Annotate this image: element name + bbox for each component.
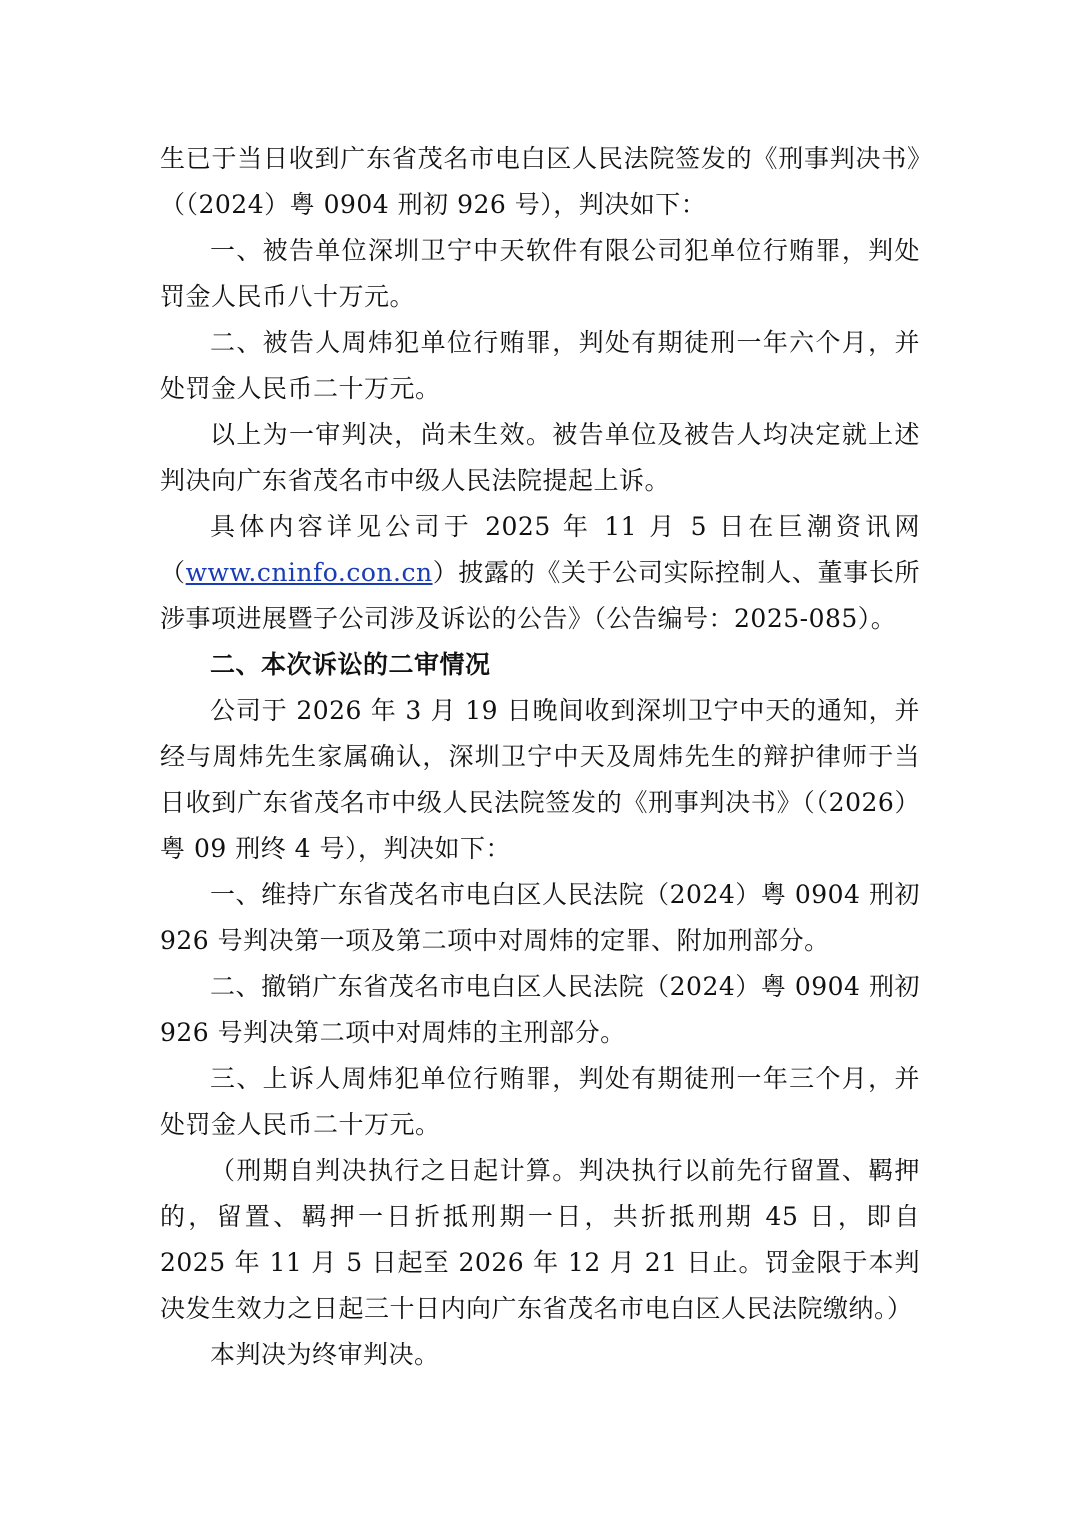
paragraph-appeal-decision: 以上为一审判决，尚未生效。被告单位及被告人均决定就上述判决向广东省茂名市中级人民法院提起上诉。 (160, 420, 920, 495)
document-body (160, 136, 920, 1378)
announcement-text-before: 具体内容详见公司于 2025 年 11 月 5 日在巨潮资讯网（ (160, 512, 920, 587)
paragraph-verdict-item-2: 二、被告人周炜犯单位行贿罪，判处有期徒刑一年六个月，并处罚金人民币二十万元。 (160, 328, 920, 403)
paragraph-ruling-item-1: 一、维持广东省茂名市电白区人民法院（2024）粤 0904 刑初 926 号判决第一项及第二项中对周炜的定罪、附加刑部分。 (160, 880, 920, 955)
paragraph-second-instance-receipt: 公司于 2026 年 3 月 19 日晚间收到深圳卫宁中天的通知，并经与周炜先生家属确认，深圳卫宁中天及周炜先生的辩护律师于当日收到广东省茂名市中级人民法院签发的《刑事判决书》（（2026）粤 09 刑终 4 号），判决如下： (160, 696, 920, 863)
paragraph-first-instance-receipt: 生已于当日收到广东省茂名市电白区人民法院签发的《刑事判决书》（（2024）粤 0904 刑初 926 号），判决如下： (160, 144, 920, 219)
cninfo-link[interactable]: www.cninfo.con.cn (185, 558, 433, 587)
section-heading-second-instance: 二、本次诉讼的二审情况 (210, 650, 491, 679)
announcement-text-after: ）披露的《关于公司实际控制人、董事长所涉事项进展暨子公司涉及诉讼的公告》（公告编号：2025-085）。 (160, 558, 920, 633)
paragraph-sentence-note: （刑期自判决执行之日起计算。判决执行以前先行留置、羁押的，留置、羁押一日折抵刑期一日，共折抵刑期 45 日，即自 2025 年 11 月 5 日起至 2026 年 12 月 21 日止。罚金限于本判决发生效力之日起三十日内向广东省茂名市电白区人民法院缴纳。） (160, 1156, 920, 1323)
paragraph-verdict-item-1: 一、被告单位深圳卫宁中天软件有限公司犯单位行贿罪，判处罚金人民币八十万元。 (160, 236, 920, 311)
paragraph-announcement-reference (160, 504, 920, 642)
paragraph-final-judgment: 本判决为终审判决。 (210, 1340, 440, 1369)
paragraph-ruling-item-3: 三、上诉人周炜犯单位行贿罪，判处有期徒刑一年三个月，并处罚金人民币二十万元。 (160, 1064, 920, 1139)
paragraph-ruling-item-2: 二、撤销广东省茂名市电白区人民法院（2024）粤 0904 刑初 926 号判决第二项中对周炜的主刑部分。 (160, 972, 920, 1047)
